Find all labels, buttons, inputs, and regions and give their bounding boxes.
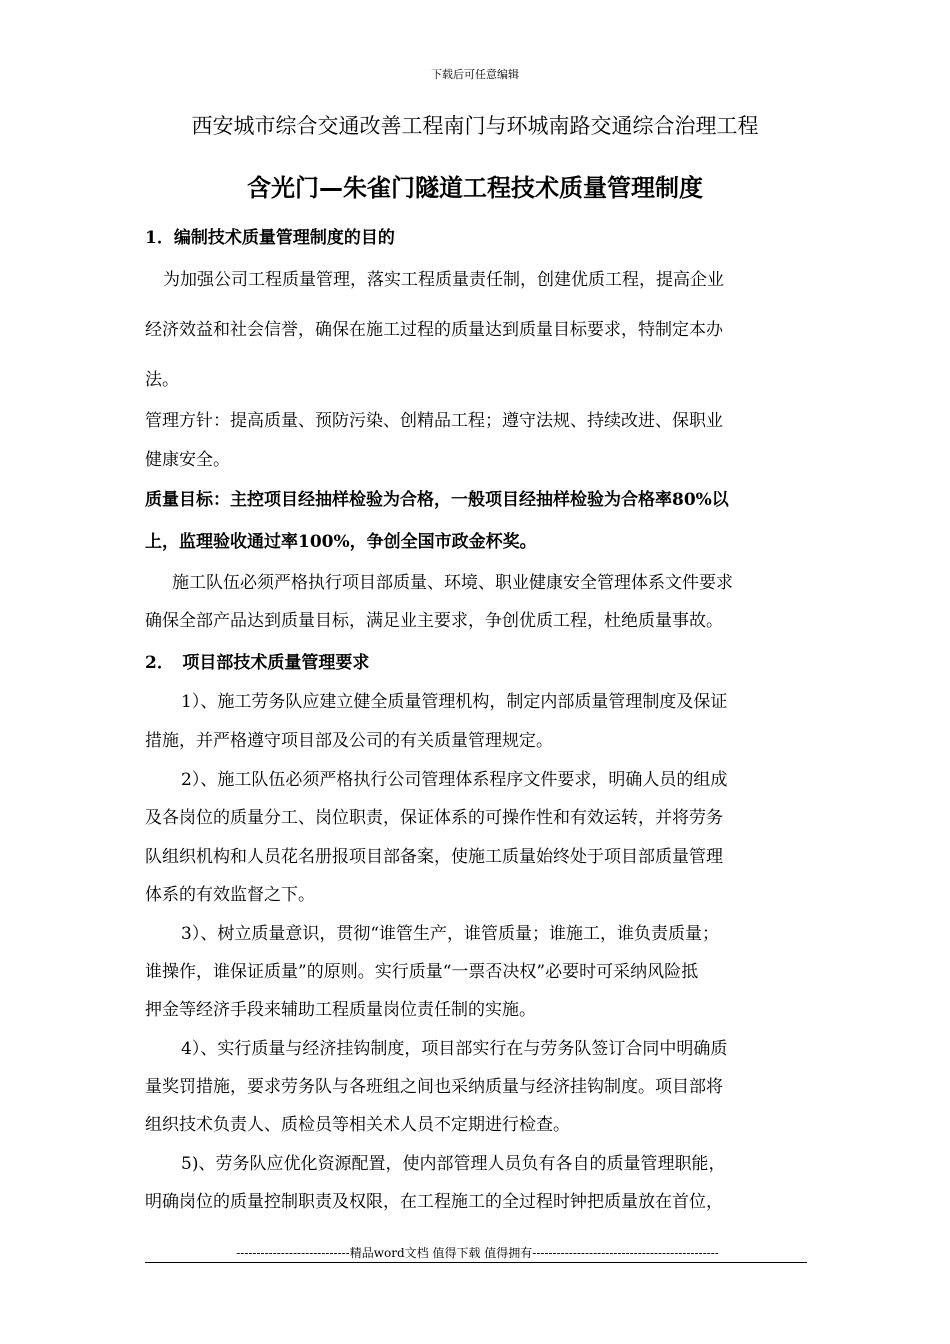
list-item-line: 1）、施工劳务队应建立健全质量管理机构，制定内部质量管理制度及保证 — [181, 692, 728, 712]
list-item-line: 措施，并严格遵守项目部及公司的有关质量管理规定。 — [145, 731, 553, 751]
list-item-line: 体系的有效监督之下。 — [145, 885, 315, 905]
list-item-line: 4）、实行质量与经济挂钩制度，项目部实行在与劳务队签订合同中明确质 — [181, 1039, 728, 1059]
paragraph-line: 施工队伍必须严格执行项目部质量、环境、职业健康安全管理体系文件要求 — [172, 573, 733, 593]
list-item-line: 量奖罚措施，要求劳务队与各班组之间也采纳质量与经济挂钩制度。项目部将 — [145, 1077, 723, 1097]
list-item-line: 明确岗位的质量控制职责及权限，在工程施工的全过程时钟把质量放在首位， — [145, 1192, 723, 1212]
list-item-line: 组织技术负责人、质检员等相关术人员不定期进行检查。 — [145, 1115, 570, 1135]
list-item-line: 队组织机构和人员花名册报项目部备案，使施工质量始终处于项目部质量管理 — [145, 847, 723, 867]
list-item-line: 及各岗位的质量分工、岗位职责，保证体系的可操作性和有效运转，并将劳务 — [145, 808, 723, 828]
document-title-line1: 西安城市综合交通改善工程南门与环城南路交通综合治理工程 — [191, 114, 759, 138]
policy-line: 管理方针：提高质量、预防污染、创精品工程；遵守法规、持续改进、保职业 — [145, 411, 723, 431]
quality-target-line: 上，监理验收通过率100%，争创全国市政金杯奖。 — [145, 532, 537, 552]
policy-line: 健康安全。 — [145, 450, 230, 470]
list-item-line: 3）、树立质量意识，贯彻“谁管生产，谁管质量；谁施工，谁负责质量； — [181, 924, 720, 944]
quality-target-line: 质量目标：主控项目经抽样检验为合格，一般项目经抽样检验为合格率80%以 — [145, 490, 729, 510]
list-item-line: 5)、劳务队应优化资源配置，使内部管理人员负有各自的质量管理职能， — [181, 1154, 726, 1174]
footer-rule — [145, 1262, 807, 1263]
page-header-note: 下载后可任意编辑 — [431, 68, 519, 81]
document-title-line2: 含光门—朱雀门隧道工程技术质量管理制度 — [247, 174, 703, 202]
paragraph-line: 确保全部产品达到质量目标，满足业主要求，争创优质工程，杜绝质量事故。 — [145, 611, 723, 631]
paragraph-line: 法。 — [145, 370, 179, 390]
list-item-line: 押金等经济手段来辅助工程质量岗位责任制的实施。 — [145, 1000, 536, 1020]
section-heading-1: 1．编制技术质量管理制度的目的 — [145, 228, 395, 248]
paragraph-line: 为加强公司工程质量管理，落实工程质量责任制，创建优质工程，提高企业 — [163, 270, 724, 290]
section-heading-2: 2． 项目部技术质量管理要求 — [145, 653, 370, 673]
paragraph-line: 经济效益和社会信誉，确保在施工过程的质量达到质量目标要求，特制定本办 — [145, 320, 723, 340]
list-item-line: 2）、施工队伍必须严格执行公司管理体系程序文件要求，明确人员的组成 — [181, 770, 728, 790]
page-footer-text: ----------------------------精品word文档 值得下载 值得拥有---------------------------------------------- — [236, 1246, 719, 1260]
list-item-line: 谁操作，谁保证质量”的原则。实行质量“一票否决权”必要时可采纳风险抵 — [145, 962, 699, 982]
